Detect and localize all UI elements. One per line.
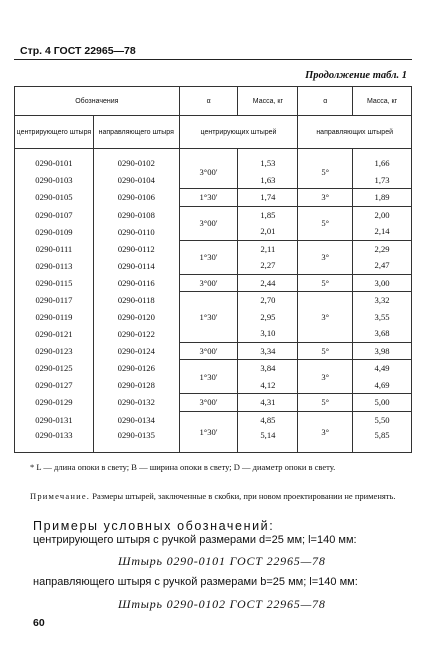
page-number: 60 — [33, 617, 45, 629]
mass-centering: 4,31 — [238, 394, 298, 412]
alpha-guiding: 3° — [298, 360, 353, 394]
centering-pin-code: 0290-0117 — [15, 292, 94, 309]
centering-pin-code: 0290-0127 — [15, 377, 94, 394]
page-header: Стр. 4 ГОСТ 22965—78 — [20, 45, 136, 57]
alpha-guiding: 3° — [298, 240, 353, 274]
mass-guiding: 3,00 — [353, 274, 412, 292]
alpha-guiding: 5° — [298, 342, 353, 360]
alpha-guiding: 3° — [298, 189, 353, 207]
mass-centering: 3,84 — [238, 360, 298, 377]
alpha-centering: 1°30′ — [179, 189, 238, 207]
centering-pin-code: 0290-0125 — [15, 360, 94, 377]
header-centering-pin: центрирующего штыря — [15, 116, 94, 149]
header-guiding-pins: направляющих штырей — [298, 116, 412, 149]
centering-pin-code: 0290-0123 — [15, 342, 94, 360]
mass-guiding: 5,00 — [353, 394, 412, 412]
examples-heading: Примеры условных обозначений: — [33, 519, 275, 533]
table-row — [15, 292, 412, 309]
centering-pin-code: 0290-0109 — [15, 223, 94, 240]
guiding-pin-code: 0290-0122 — [93, 325, 179, 342]
mass-centering: 4,12 — [238, 377, 298, 394]
alpha-guiding: 5° — [298, 394, 353, 412]
mass-guiding: 2,14 — [353, 223, 412, 240]
mass-centering: 5,14 — [238, 428, 298, 453]
mass-centering: 1,63 — [238, 172, 298, 189]
alpha-guiding: 3° — [298, 411, 353, 453]
mass-centering: 1,85 — [238, 206, 298, 223]
footnote: * L — длина опоки в свету; B — ширина опоки в свету; D — диаметр опоки в свету. — [30, 462, 336, 472]
mass-guiding: 3,32 — [353, 292, 412, 309]
centering-pin-code: 0290-0111 — [15, 240, 94, 257]
header-rule — [14, 59, 412, 60]
alpha-centering: 3°00′ — [179, 342, 238, 360]
guiding-pin-code: 0290-0114 — [93, 257, 179, 274]
alpha-centering: 1°30′ — [179, 240, 238, 274]
alpha-centering: 3°00′ — [179, 274, 238, 292]
centering-pin-code: 0290-0133 — [15, 428, 94, 453]
alpha-guiding: 5° — [298, 274, 353, 292]
guiding-pin-code: 0290-0102 — [93, 155, 179, 172]
example-2-designation: Штырь 0290-0102 ГОСТ 22965—78 — [118, 597, 326, 611]
mass-centering: 2,11 — [238, 240, 298, 257]
guiding-pin-code: 0290-0116 — [93, 274, 179, 292]
guiding-pin-code: 0290-0134 — [93, 411, 179, 428]
table-row — [15, 394, 412, 412]
mass-guiding: 1,66 — [353, 155, 412, 172]
centering-pin-code: 0290-0105 — [15, 189, 94, 207]
guiding-pin-code: 0290-0120 — [93, 309, 179, 326]
mass-centering: 2,95 — [238, 309, 298, 326]
guiding-pin-code: 0290-0112 — [93, 240, 179, 257]
table-row — [15, 360, 412, 377]
mass-centering: 1,53 — [238, 155, 298, 172]
mass-centering: 1,74 — [238, 189, 298, 207]
alpha-centering: 1°30′ — [179, 360, 238, 394]
alpha-centering: 3°00′ — [179, 155, 238, 189]
guiding-pin-code: 0290-0135 — [93, 428, 179, 453]
mass-centering: 4,85 — [238, 411, 298, 428]
centering-pin-code: 0290-0113 — [15, 257, 94, 274]
note-text: Размеры штырей, заключенные в скобки, при новом проектировании не применять. — [92, 491, 396, 501]
guiding-pin-code: 0290-0118 — [93, 292, 179, 309]
centering-pin-code: 0290-0119 — [15, 309, 94, 326]
table-row — [15, 240, 412, 257]
guiding-pin-code: 0290-0126 — [93, 360, 179, 377]
mass-guiding: 3,68 — [353, 325, 412, 342]
centering-pin-code: 0290-0121 — [15, 325, 94, 342]
mass-guiding: 1,89 — [353, 189, 412, 207]
mass-guiding: 3,98 — [353, 342, 412, 360]
guiding-pin-code: 0290-0110 — [93, 223, 179, 240]
alpha-guiding: 3° — [298, 292, 353, 343]
guiding-pin-code: 0290-0108 — [93, 206, 179, 223]
centering-pin-code: 0290-0101 — [15, 155, 94, 172]
alpha-centering: 1°30′ — [179, 411, 238, 453]
mass-centering: 3,34 — [238, 342, 298, 360]
guiding-pin-code: 0290-0124 — [93, 342, 179, 360]
centering-pin-code: 0290-0107 — [15, 206, 94, 223]
alpha-centering: 1°30′ — [179, 292, 238, 343]
mass-centering: 2,01 — [238, 223, 298, 240]
guiding-pin-code: 0290-0132 — [93, 394, 179, 412]
mass-guiding: 5,50 — [353, 411, 412, 428]
guiding-pin-code: 0290-0128 — [93, 377, 179, 394]
centering-pin-code: 0290-0131 — [15, 411, 94, 428]
mass-guiding: 2,29 — [353, 240, 412, 257]
example-1-designation: Штырь 0290-0101 ГОСТ 22965—78 — [118, 554, 326, 568]
specs-table — [14, 86, 412, 453]
mass-guiding: 1,73 — [353, 172, 412, 189]
guiding-pin-code: 0290-0104 — [93, 172, 179, 189]
example-1-description: центрирующего штыря с ручкой размерами d=25 мм; l=140 мм: — [33, 534, 357, 546]
mass-centering: 3,10 — [238, 325, 298, 342]
table-row — [15, 155, 412, 172]
mass-guiding: 2,47 — [353, 257, 412, 274]
table-row — [15, 189, 412, 207]
mass-centering: 2,70 — [238, 292, 298, 309]
header-guiding-pin: направляющего штыря — [93, 116, 179, 149]
centering-pin-code: 0290-0129 — [15, 394, 94, 412]
mass-guiding: 3,55 — [353, 309, 412, 326]
example-2-description: направляющего штыря с ручкой размерами b=25 мм; l=140 мм: — [33, 576, 358, 588]
header-mass-1: Масса, кг — [238, 87, 298, 116]
mass-centering: 2,44 — [238, 274, 298, 292]
header-mass-2: Масса, кг — [353, 87, 412, 116]
alpha-centering: 3°00′ — [179, 394, 238, 412]
header-alpha-1: α — [179, 87, 238, 116]
centering-pin-code: 0290-0115 — [15, 274, 94, 292]
table-row — [15, 411, 412, 428]
alpha-centering: 3°00′ — [179, 206, 238, 240]
table-row — [15, 206, 412, 223]
header-alpha-2: α — [298, 87, 353, 116]
guiding-pin-code: 0290-0106 — [93, 189, 179, 207]
header-designation: Обозначения — [15, 87, 180, 116]
alpha-guiding: 5° — [298, 155, 353, 189]
mass-guiding: 2,00 — [353, 206, 412, 223]
note — [30, 491, 406, 502]
alpha-guiding: 5° — [298, 206, 353, 240]
mass-centering: 2,27 — [238, 257, 298, 274]
mass-guiding: 4,49 — [353, 360, 412, 377]
mass-guiding: 4,69 — [353, 377, 412, 394]
header-centering-pins: центрирующих штырей — [179, 116, 298, 149]
mass-guiding: 5,85 — [353, 428, 412, 453]
table-row — [15, 274, 412, 292]
table-row — [15, 342, 412, 360]
table-continuation-label: Продолжение табл. 1 — [305, 70, 407, 81]
note-label: Примечание. — [30, 491, 91, 501]
centering-pin-code: 0290-0103 — [15, 172, 94, 189]
